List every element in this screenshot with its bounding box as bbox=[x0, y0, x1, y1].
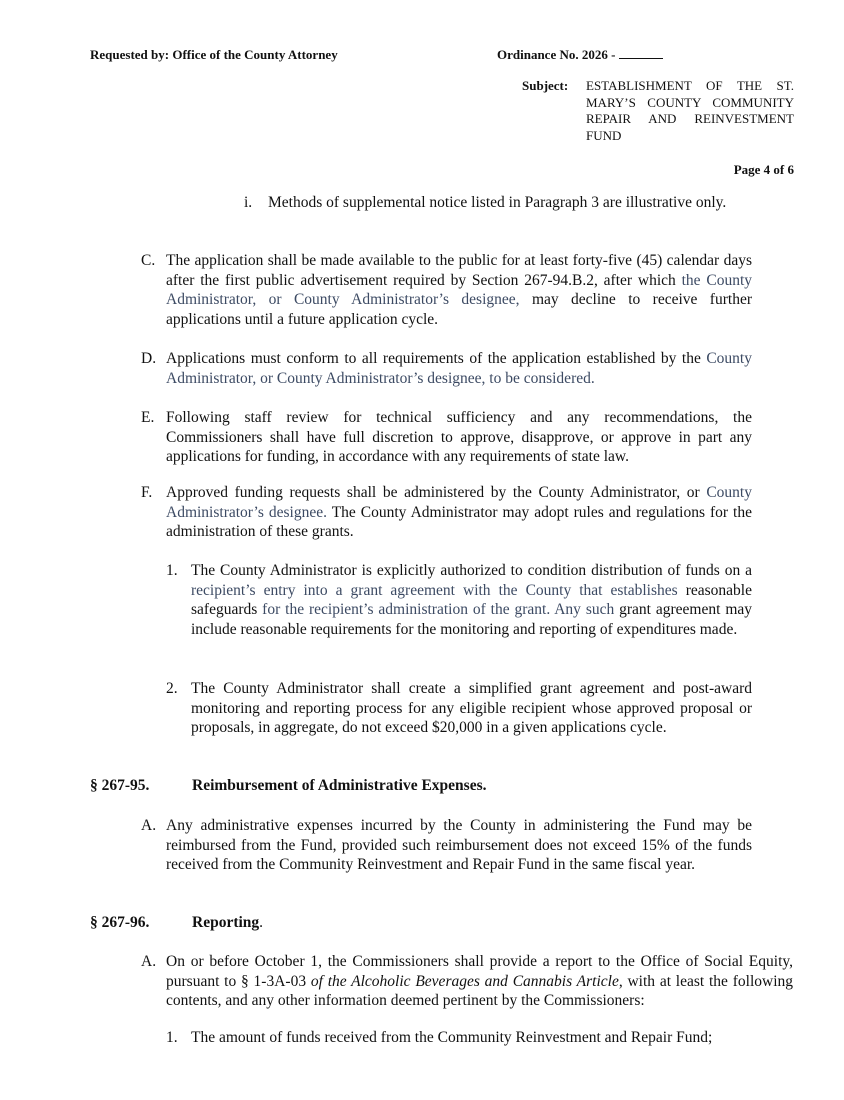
page-number: Page 4 of 6 bbox=[733, 162, 794, 177]
section-title: Reporting. bbox=[192, 914, 264, 931]
item-text: Applications must conform to all requirements of the application established by the County Administrator, or County Administrator’s designee, to be considered. bbox=[166, 350, 752, 387]
item-text: Methods of supplemental notice listed in Paragraph 3 are illustrative only. bbox=[268, 194, 727, 211]
item-c bbox=[141, 251, 752, 329]
requested-by: Requested by: Office of the County Attorney bbox=[90, 47, 338, 62]
item-i bbox=[244, 193, 752, 213]
item-95a bbox=[141, 816, 752, 875]
item-marker: 2. bbox=[166, 680, 178, 697]
item-text: The County Administrator is explicitly authorized to condition distribution of funds on a recipient’s entry into a grant agreement with the County that establishes reasonable safeguards for the recipient’s administration of the grant. Any such grant agreement may include reasonable requirements for the monitoring and reporting of expenditures made. bbox=[191, 562, 753, 638]
section-number: § 267-96. bbox=[90, 914, 150, 931]
item-marker: A. bbox=[141, 953, 157, 970]
item-marker: i. bbox=[244, 194, 253, 211]
ordinance-label: Ordinance No. 2026 - bbox=[497, 47, 616, 62]
item-text: The application shall be made available to the public for at least forty-five (45) calendar days after the first public advertisement required by Section 267-94.B.2, after which the County Administrator, or County Administrator’s designee, may decline to receive further applications until a future application cycle. bbox=[166, 252, 753, 328]
subject-text: ESTABLISHMENT OF THE ST. MARY’S COUNTY COMMUNITY REPAIR AND REINVESTMENT FUND bbox=[586, 78, 794, 143]
section-heading-267-95 bbox=[90, 776, 487, 796]
item-marker: 1. bbox=[166, 562, 178, 579]
section-number: § 267-95. bbox=[90, 777, 150, 794]
item-text: Approved funding requests shall be administered by the County Administrator, or County Administrator’s designee. The County Administrator may adopt rules and regulations for the administration of these grants. bbox=[166, 484, 752, 541]
item-marker: A. bbox=[141, 817, 157, 834]
item-marker: C. bbox=[141, 252, 156, 269]
item-text: Following staff review for technical sufficiency and any recommendations, the Commissioners shall have full discretion to approve, disapprove, or approve in part any applications for funding, in accordance with any requirements of state law. bbox=[166, 409, 752, 466]
item-f2 bbox=[166, 679, 752, 738]
item-d bbox=[141, 349, 752, 388]
section-heading-267-96 bbox=[90, 913, 263, 933]
item-text: The County Administrator shall create a simplified grant agreement and post-award monitoring and reporting process for any eligible recipient whose approved proposal or proposals, in aggregate, do not exceed $20,000 in a given applications cycle. bbox=[191, 680, 752, 737]
item-f1 bbox=[166, 561, 752, 639]
item-marker: 1. bbox=[166, 1029, 178, 1046]
ordinance-blank-line bbox=[619, 46, 663, 59]
subject-block bbox=[522, 78, 794, 144]
ordinance-number bbox=[497, 45, 663, 65]
item-f bbox=[141, 483, 752, 542]
item-96a bbox=[141, 952, 793, 1011]
subject-label: Subject: bbox=[522, 78, 569, 93]
item-text: Any administrative expenses incurred by the County in administering the Fund may be reimbursed from the Fund, provided such reimbursement does not exceed 15% of the funds received from the Community Reinvestment and Repair Fund in the same fiscal year. bbox=[166, 817, 752, 874]
item-96a1 bbox=[166, 1028, 793, 1048]
item-text: On or before October 1, the Commissioners shall provide a report to the Office of Social Equity, pursuant to § 1-3A-03 of the Alcoholic Beverages and Cannabis Article, with at least the following contents, and any other information deemed pertinent by the Commissioners: bbox=[166, 953, 793, 1010]
section-title: Reimbursement of Administrative Expenses. bbox=[192, 777, 487, 794]
item-text: The amount of funds received from the Community Reinvestment and Repair Fund; bbox=[191, 1029, 713, 1046]
item-marker: E. bbox=[141, 409, 155, 426]
item-e bbox=[141, 408, 752, 467]
item-marker: D. bbox=[141, 350, 157, 367]
item-marker: F. bbox=[141, 484, 153, 501]
